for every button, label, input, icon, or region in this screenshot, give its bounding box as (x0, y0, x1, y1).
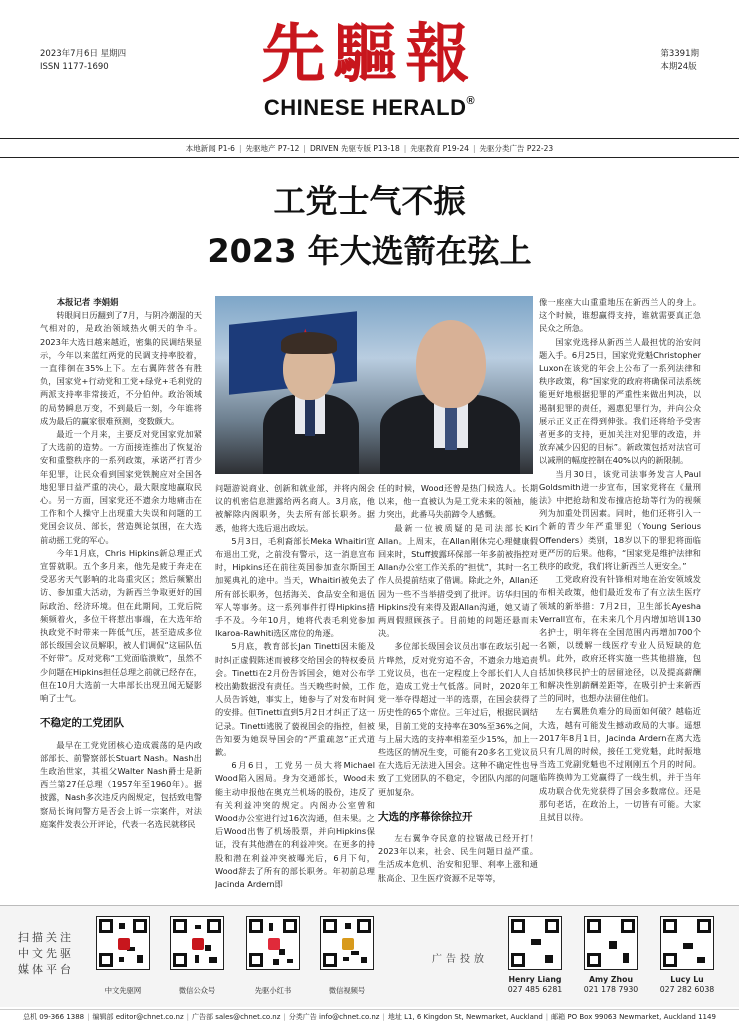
contact-name: Henry Liang (508, 975, 562, 984)
qr-label-xiaohongshu: 先驱小红书 (254, 986, 292, 995)
contact-phone: 021 178 7930 (583, 985, 639, 994)
section-link-driven[interactable]: DRIVEN 先驱专版 P13-18 (309, 143, 400, 153)
follow-prompt: 扫描关注中文先驱媒体平台 (18, 931, 74, 976)
footer-phone: 总机 09-366 1388 (23, 1012, 85, 1021)
qr-label-website: 中文先驱网 (104, 986, 142, 995)
wechat-logo-icon (192, 938, 204, 950)
article-column-2 (215, 482, 375, 894)
separator: | (87, 1012, 90, 1021)
qr-label-wechat-official: 微信公众号 (178, 986, 216, 995)
article-column-3 (378, 482, 538, 894)
section-link-education[interactable]: 先驱教育 P19-24 (410, 143, 469, 153)
paragraph: 问题游说商业、创新和就业部，并将内阁会议的机密信息泄露给两名商人。3月底，他被解除内阁职务，失去所有部长职务。据悉，他将大选后退出政坛。 (215, 483, 375, 533)
headline-line-2: 2023 年大选箭在弦上 (207, 232, 532, 270)
paragraph: 5月3日，毛利裔部长Meka Whaitiri宣布退出工党，之前没有警示，这一消息宣布时，Hipkins还在前往英国参加查尔斯国王加冕典礼的途中。当天，Whaitiri被免去了所有部长职务，包括海关、食品安全和退伍军人等事务。这一系列事件打得Hipkins措手不及。今年10月，她将代表毛利党参加Ikaroa-Rawhiti选区席位的角逐。 (215, 535, 375, 639)
qr-code-wechat-channels[interactable] (320, 916, 374, 970)
issn: ISSN 1177-1690 (40, 62, 109, 72)
contact-amy (576, 975, 646, 995)
page-count: 本期24版 (660, 62, 697, 72)
headline-line-1: 工党士气不振 (273, 182, 466, 220)
paragraph: 工党政府没有针锋相对地在治安领域发布相关政策，他们最近发布了有立法生医疗领域的新举措：7月2日，卫生部长Ayesha Verrall宣布，在未来几个月内增加培训130名护士，明年将在全国范围内再增加700个名额，以缓解一线医疗专业人员短缺的危机。此外，政府还将实施一些其他措施，包括加快移民护士的居留途径，以及提高薪酬和解决性别薪酬差距等，在吸引护士来新西兰的同时，也想办法留住他们。 (539, 574, 701, 704)
paragraph: 最早在工党党团核心造成震荡的是内政部部长、前警察部长Stuart Nash。Nash出生政治世家，其祖父Walter Nash爵士是新西兰第27任总理（1957年至1960年）。据披露，Nash多次违反内阁规定，包括致电警察局长询问警方是否会上诉一宗案件，对法庭案件发表公开评论，代表一名选民就移民 (40, 739, 202, 829)
photo-person-left (255, 324, 365, 474)
issue-date: 2023年7月6日 星期四 (40, 49, 127, 59)
paragraph: 像一座座大山重重地压在新西兰人的身上。这个时候，谁想赢得支持，谁就需要真正急民众之所急。 (539, 297, 701, 334)
advertising-label: 广告投放 (432, 954, 488, 965)
footer-sales-email[interactable]: 广告部 sales@chnet.co.nz (192, 1012, 281, 1021)
contact-phone: 027 282 6038 (659, 985, 715, 994)
website-logo-icon (118, 938, 130, 950)
separator: | (382, 1012, 385, 1021)
separator: | (545, 1012, 549, 1021)
separator: | (303, 143, 306, 153)
article-photo (215, 296, 533, 474)
paragraph: 5月底，教育部长Jan Tinetti因未能及时纠正虚假陈述而被移交给国会的特权委员会。Tinetti在2月份告诉国会，她对公布学校出勤数据没有责任。当天晚些时候，工作人员告诉她，事实上，她参与了对发布时间的安排。但Tinetti直到5月2日才纠正了这一记录。Tinetti逃脱了藐视国会的指控，但被告知要为她误导国会的“严重疏忽”正式道歉。 (215, 641, 375, 758)
separator: | (238, 143, 242, 153)
paragraph: 最新一位被质疑的是司法部长Kiri Allan。上周末，在Allan刚休完心理健康假回来时，Stuff披露环保部一年多前被指控对Allan办公室工作关系的“担忧”，其时一名工作人员提前结束了借调。除此之外，Allan还因为一些不当举措受到了批评。访华归国的Hipkins没有来得及跟Allan沟通，她又请了两周假照顾孩子。目前她的问题还悬而未决。 (378, 522, 538, 639)
qr-code-website[interactable] (96, 916, 150, 970)
section-index-bar (0, 138, 739, 158)
qr-label-wechat-channels: 微信视频号 (328, 986, 366, 995)
masthead-chinese: 先驅報 (261, 17, 478, 92)
contact-name: Amy Zhou (588, 975, 634, 984)
paragraph: 任的时候，Wood还曾是热门候选人。长期以来，他一直被认为是工党未来的领袖，能力突出，此番马失前蹄令人感慨。 (378, 483, 538, 520)
paragraph: 左右翼争夺民意的拉锯战已经开打！2023年以来，社会、民生问题日益严重。生活成本危机、治安和犯罪、利率上涨和通胀高企、卫生医疗资源不足等等， (378, 833, 538, 883)
paragraph: 当月30日，该党司法事务发言人Paul Goldsmith进一步宣布，国家党将在《量刑法》中把抢劫和发布撞店抢劫等行为的视频列为加重处罚因素。同时，他们还将引入一个新的青少年严重罪犯（Young Serious Offenders）类别，18岁以下的罪犯将面临更严厉的后果。他称，“国家党是维护法律和秩序的政党，我们将让新西兰人更安全。” (539, 468, 701, 572)
section-link-property[interactable]: 先驱地产 P7-12 (245, 143, 300, 153)
registered-mark: ® (466, 95, 476, 107)
separator: | (186, 1012, 190, 1021)
separator: | (472, 143, 476, 153)
article-column-4 (539, 296, 701, 896)
subheading: 大选的序幕徐徐拉开 (378, 810, 473, 823)
byline: 本报记者 李娟娟 (56, 297, 119, 307)
footer-po-box: 邮箱 PO Box 99063 Newmarket, Auckland 1149 (551, 1012, 716, 1021)
footer-classifieds-email[interactable]: 分类广告 info@chnet.co.nz (288, 1012, 380, 1021)
contact-name: Lucy Lu (670, 975, 704, 984)
contact-henry (500, 975, 570, 995)
qr-code-contact-amy[interactable] (584, 916, 638, 970)
masthead-english-text: CHINESE HERALD (263, 95, 467, 120)
paragraph: 转眼间日历翻到了7月，与阴冷潮湿的天气相对的，是政治领域热火朝天的争斗。2023年大选日越来越近，密集的民调结果显示，今年以来蓝红两党的民调支持率胶着，一直徘徊在35%上下。左右翼阵营各有胜负，国家党+行动党和工党+绿党+毛利党的两派支持率非常接近，不分伯仲。政治领域的局势瞬息万变，不到最后一刻，今年谁将成为最后的赢家很难预测，变数颇大。 (40, 310, 202, 426)
article-column-1 (40, 296, 202, 896)
separator: | (283, 1012, 286, 1021)
paragraph: 多位部长级国会议员出事在政坛引起一片哗然，反对党穷追不舍，不遗余力地追责工党议员，也在一定程度上令部长们人人自危，造成工党士气低落。同时，2020年工党一举夺得超过一半的选票，在国会获得了历史性的65个席位。三年过后，根据民调结果，目前工党的支持率在30%至36%之间，与上届大选的支持率相差至少15%，加上一些选区的情况生变，可能有20多名工党议员在大选后无法进入国会。这种不确定性也导致了工党团队的不稳定，令团队内部的问题更加复杂。 (378, 641, 538, 797)
issue-number: 第3391期 (660, 49, 699, 59)
qr-code-wechat-official[interactable] (170, 916, 224, 970)
masthead-english (0, 95, 739, 121)
footer-editor-email[interactable]: 编辑部 editor@chnet.co.nz (92, 1012, 184, 1021)
section-link-classifieds[interactable]: 先驱分类广告 P22-23 (479, 143, 554, 153)
qr-code-xiaohongshu[interactable] (246, 916, 300, 970)
paragraph: 国家党选择从新西兰人最担忧的治安问题入手。6月25日，国家党党魁Christopher Luxon在该党的年会上公布了一系列法律和秩序政策，称“国家党的政府将确保司法系统能更好地根据犯罪的严重性来做出判决，以遏制犯罪的责任，遏惠犯罪行为，并向公众展示正义正在得到伸张。我们还将给予受害者更多的支持，更加关注对犯罪的改造，并放弃减少囚犯的目标”。新政策包括对法官可以减刑的幅度控制在40%以内的新限制。 (539, 336, 701, 466)
xiaohongshu-logo-icon (268, 938, 280, 950)
contact-phone: 027 485 6281 (507, 985, 563, 994)
footer-address: 地址 L1, 6 Kingdon St, Newmarket, Auckland (387, 1012, 543, 1021)
qr-code-contact-lucy[interactable] (660, 916, 714, 970)
photo-person-right (380, 306, 520, 474)
paragraph: 6月6日，工党另一员大将Michael Wood陷入困局。身为交通部长，Wood未能主动申报他在奥克兰机场的股份，违反了有关利益冲突的规定。内阁办公室曾和Wood办公室进行过16次沟通，但未果。之后Wood出售了机场股票，并向Hipkins保证，没有其他潜在的利益冲突。在更多的持股和潜在利益冲突被曝光后，6月下旬，Wood辞去了所有的部长职务。年初前总理Jacinda Ardern即 (215, 760, 375, 890)
paragraph: 最近一个月来，主要反对党国家党加紧了大选前的造势。一方面接连推出了恢复治安和重整秩序的一系列政策，承诺严打青少年犯罪，让民众看到国家党铁腕应对全国各地犯罪日益严重的决心，最大限度地赢取民心。另一方面，国家党还不遗余力地痛击在工作和个人操守上出现重大失误和问题的工党国会议员、部长，营造舆论氛围，在大选前动摇工党的军心。 (40, 429, 202, 545)
contact-footer (0, 1009, 739, 1023)
contact-lucy (652, 975, 722, 995)
qr-code-contact-henry[interactable] (508, 916, 562, 970)
subheading: 不稳定的工党团队 (40, 717, 124, 730)
paragraph: 今年1月底，Chris Hipkins新总理正式宣誓就职。五个多月来，他先是疲于奔走在受恶劣天气影响的北岛重灾区；然后频繁出访、参加重大活动，为新西兰争取更好的国际政治、经济环境。但在此期间，工党后院频频着火，多位干将惹出事端，在大选年给执政党不时带来一阵低气压，甚至造成多位部长级国会议员解职，被人们调侃“这届队伍不好带”。反对党称“工党面临溃败”，虽然不少问题在Hipkins担任总理之前就已经存在，但在10月大选前一大串部长出现丑闻无疑影响了士气。 (40, 547, 202, 704)
section-link-local[interactable]: 本地新闻 P1-6 (185, 143, 235, 153)
separator: | (403, 143, 407, 153)
channels-logo-icon (342, 938, 354, 950)
paragraph: 左右翼胜负难分的局面如何破？越临近大选，越有可能发生撼动政局的大事。遥想2017年8月1日，Jacinda Ardern在离大选只有几周的时候，接任工党党魁，此时振地当选工党副党魁也不过刚刚五个月的时间。临阵换帅为工党赢得了一线生机，并于当年成功联合优先党获得了国会多数席位。还是那句老话，在政治上，一切皆有可能。大家且拭目以待。 (539, 706, 701, 822)
